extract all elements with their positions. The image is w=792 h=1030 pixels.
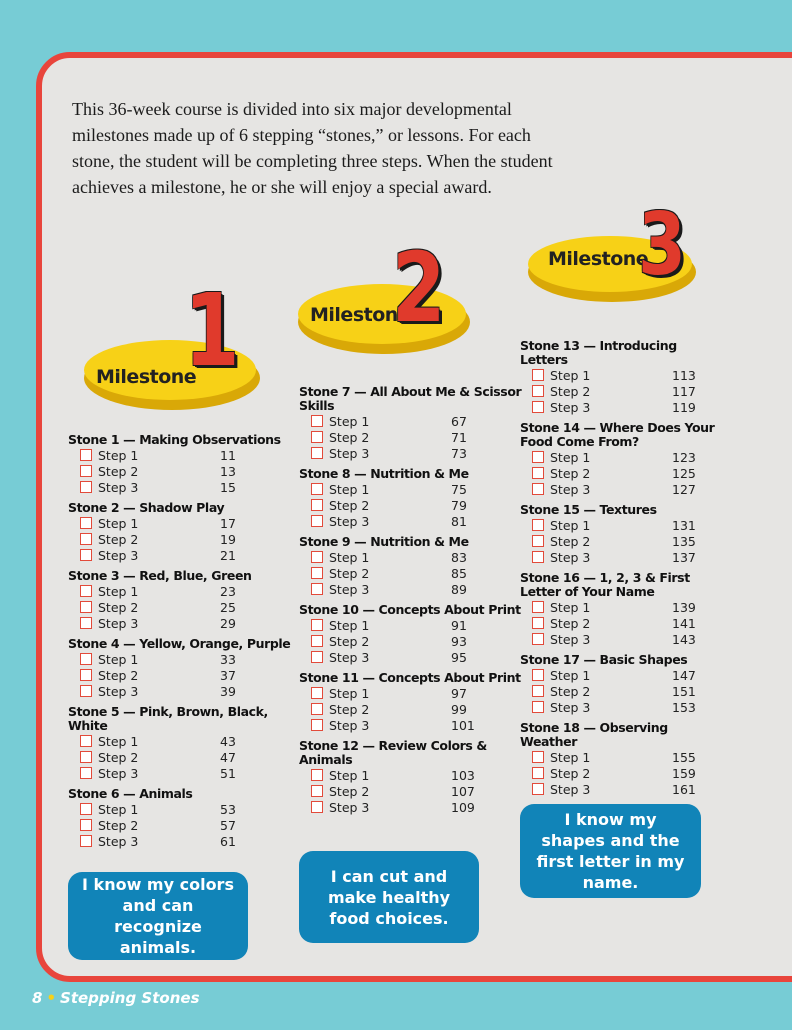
milestone-1-award: I know my colors and can recognize animals. <box>68 872 248 960</box>
checkbox[interactable] <box>311 583 323 595</box>
checkbox[interactable] <box>532 633 544 645</box>
step-row[interactable] <box>299 617 529 633</box>
checkbox[interactable] <box>532 385 544 397</box>
checkbox[interactable] <box>80 835 92 847</box>
step-row[interactable] <box>68 547 298 563</box>
checkbox[interactable] <box>311 567 323 579</box>
step-row[interactable] <box>68 615 298 631</box>
page-number: 83 <box>451 549 467 565</box>
step-row[interactable] <box>68 515 298 531</box>
step-label: Step 2 <box>98 817 139 833</box>
page-number: 161 <box>672 781 696 797</box>
milestone-2-award: I can cut and make healthy food choices. <box>299 851 479 943</box>
page-number: 117 <box>672 383 696 399</box>
stone-3 <box>68 569 298 631</box>
page-number: 39 <box>220 683 236 699</box>
checkbox[interactable] <box>311 785 323 797</box>
step-label: Step 3 <box>550 549 591 565</box>
checkbox[interactable] <box>532 751 544 763</box>
step-label: Step 2 <box>550 615 591 631</box>
step-label: Step 2 <box>98 749 139 765</box>
step-row[interactable] <box>68 479 298 495</box>
step-label: Step 3 <box>550 699 591 715</box>
stone-title: Stone 16 — 1, 2, 3 & First Letter of Your Name <box>520 570 690 599</box>
page-number: 29 <box>220 615 236 631</box>
stone-title: Stone 15 — Textures <box>520 502 657 517</box>
page-number: 67 <box>451 413 467 429</box>
stone-16 <box>520 571 750 647</box>
step-row[interactable] <box>68 531 298 547</box>
page-number: 85 <box>451 565 467 581</box>
step-row[interactable] <box>520 399 750 415</box>
step-row[interactable] <box>299 685 529 701</box>
step-label: Step 1 <box>550 599 591 615</box>
stone-title: Stone 2 — Shadow Play <box>68 500 225 515</box>
stone-1 <box>68 433 298 495</box>
step-row[interactable] <box>299 481 529 497</box>
stone-12 <box>299 739 529 815</box>
page-number: 91 <box>451 617 467 633</box>
milestone-1-number: 1 <box>184 272 240 389</box>
page-number: 11 <box>220 447 236 463</box>
page-number: 141 <box>672 615 696 631</box>
step-label: Step 3 <box>329 799 370 815</box>
step-row[interactable] <box>520 465 750 481</box>
page-number: 103 <box>451 767 475 783</box>
step-label: Step 3 <box>550 481 591 497</box>
page-number: 47 <box>220 749 236 765</box>
page-number: 131 <box>672 517 696 533</box>
stone-15 <box>520 503 750 565</box>
milestone-1-label: Milestone <box>96 366 197 388</box>
step-label: Step 2 <box>329 497 370 513</box>
checkbox[interactable] <box>311 769 323 781</box>
checkbox[interactable] <box>311 801 323 813</box>
page-number: 71 <box>451 429 467 445</box>
stone-title: Stone 12 — Review Colors & Animals <box>299 738 487 767</box>
step-row[interactable] <box>68 765 298 781</box>
milestone-2-label: Milestone <box>310 304 411 326</box>
step-row[interactable] <box>68 463 298 479</box>
step-label: Step 1 <box>550 367 591 383</box>
page-number: 73 <box>451 445 467 461</box>
stone-title: Stone 10 — Concepts About Print <box>299 602 521 617</box>
step-label: Step 1 <box>98 733 139 749</box>
step-row[interactable] <box>520 449 750 465</box>
checkbox[interactable] <box>532 669 544 681</box>
page-number: 137 <box>672 549 696 565</box>
step-row[interactable] <box>68 651 298 667</box>
step-row[interactable] <box>68 683 298 699</box>
checkbox[interactable] <box>311 415 323 427</box>
footer-separator: • <box>46 989 57 1007</box>
step-label: Step 2 <box>550 465 591 481</box>
step-label: Step 3 <box>550 631 591 647</box>
step-label: Step 1 <box>329 685 370 701</box>
step-label: Step 1 <box>329 549 370 565</box>
milestone-3-award: I know my shapes and the first letter in my name. <box>520 804 701 898</box>
checkbox[interactable] <box>311 483 323 495</box>
page-number: 101 <box>451 717 475 733</box>
page-number: 17 <box>220 515 236 531</box>
stone-title: Stone 8 — Nutrition & Me <box>299 466 469 481</box>
page-number: 109 <box>451 799 475 815</box>
stone-18 <box>520 721 750 797</box>
step-label: Step 3 <box>98 615 139 631</box>
page-number: 89 <box>451 581 467 597</box>
step-row[interactable] <box>299 497 529 513</box>
step-row[interactable] <box>299 513 529 529</box>
checkbox[interactable] <box>80 601 92 613</box>
page-number: 99 <box>451 701 467 717</box>
step-row[interactable] <box>299 767 529 783</box>
page-number: 43 <box>220 733 236 749</box>
stone-7 <box>299 385 529 461</box>
page-number: 97 <box>451 685 467 701</box>
step-row[interactable] <box>520 383 750 399</box>
step-row[interactable] <box>520 667 750 683</box>
step-label: Step 3 <box>98 833 139 849</box>
stone-title: Stone 7 — All About Me & Scissor Skills <box>299 384 522 413</box>
stone-title: Stone 11 — Concepts About Print <box>299 670 521 685</box>
stone-title: Stone 5 — Pink, Brown, Black, White <box>68 704 268 733</box>
step-row[interactable] <box>68 447 298 463</box>
checkbox[interactable] <box>80 685 92 697</box>
step-row[interactable] <box>520 749 750 765</box>
page-number: 135 <box>672 533 696 549</box>
step-row[interactable] <box>520 533 750 549</box>
step-label: Step 1 <box>550 449 591 465</box>
stone-10 <box>299 603 529 665</box>
checkbox[interactable] <box>532 601 544 613</box>
stone-title: Stone 18 — Observing Weather <box>520 720 668 749</box>
checkbox[interactable] <box>311 703 323 715</box>
step-row[interactable] <box>68 667 298 683</box>
step-label: Step 3 <box>98 683 139 699</box>
step-label: Step 3 <box>329 649 370 665</box>
step-label: Step 1 <box>98 583 139 599</box>
checkbox[interactable] <box>532 535 544 547</box>
checkbox[interactable] <box>532 483 544 495</box>
step-row[interactable] <box>299 633 529 649</box>
step-row[interactable] <box>299 445 529 461</box>
milestone-2-column <box>299 385 529 821</box>
checkbox[interactable] <box>80 735 92 747</box>
page-number: 123 <box>672 449 696 465</box>
step-label: Step 2 <box>98 463 139 479</box>
stone-title: Stone 1 — Making Observations <box>68 432 281 447</box>
milestone-1-column <box>68 433 298 855</box>
stone-14 <box>520 421 750 497</box>
checkbox[interactable] <box>311 499 323 511</box>
stone-title: Stone 4 — Yellow, Orange, Purple <box>68 636 291 651</box>
checkbox[interactable] <box>80 767 92 779</box>
stone-9 <box>299 535 529 597</box>
checkbox[interactable] <box>532 701 544 713</box>
page-number: 75 <box>451 481 467 497</box>
checkbox[interactable] <box>80 669 92 681</box>
checkbox[interactable] <box>80 517 92 529</box>
milestone-3-number: 3 <box>638 195 686 295</box>
step-row[interactable] <box>299 565 529 581</box>
milestone-2-number: 2 <box>392 232 446 344</box>
step-row[interactable] <box>520 631 750 647</box>
page-number: 127 <box>672 481 696 497</box>
stone-2 <box>68 501 298 563</box>
checkbox[interactable] <box>311 515 323 527</box>
step-label: Step 1 <box>98 801 139 817</box>
step-label: Step 2 <box>329 429 370 445</box>
step-label: Step 3 <box>98 547 139 563</box>
checkbox[interactable] <box>532 467 544 479</box>
stone-title: Stone 3 — Red, Blue, Green <box>68 568 252 583</box>
step-label: Step 3 <box>550 399 591 415</box>
stone-title: Stone 17 — Basic Shapes <box>520 652 688 667</box>
milestone-3-column <box>520 339 750 803</box>
step-label: Step 3 <box>329 445 370 461</box>
stone-5 <box>68 705 298 781</box>
checkbox[interactable] <box>311 687 323 699</box>
step-label: Step 1 <box>98 515 139 531</box>
step-row[interactable] <box>68 599 298 615</box>
step-row[interactable] <box>520 699 750 715</box>
step-label: Step 1 <box>550 517 591 533</box>
step-label: Step 2 <box>550 765 591 781</box>
stone-title: Stone 6 — Animals <box>68 786 193 801</box>
page-number: 155 <box>672 749 696 765</box>
step-label: Step 3 <box>329 513 370 529</box>
page-number: 139 <box>672 599 696 615</box>
step-row[interactable] <box>68 583 298 599</box>
page-number: 93 <box>451 633 467 649</box>
checkbox[interactable] <box>311 719 323 731</box>
checkbox[interactable] <box>532 685 544 697</box>
page-number: 23 <box>220 583 236 599</box>
checkbox[interactable] <box>532 767 544 779</box>
checkbox[interactable] <box>80 549 92 561</box>
step-label: Step 2 <box>550 683 591 699</box>
step-label: Step 2 <box>98 599 139 615</box>
milestone-2-badge <box>292 232 482 382</box>
step-row[interactable] <box>520 367 750 383</box>
step-label: Step 3 <box>98 765 139 781</box>
milestone-3-badge <box>522 195 712 342</box>
page-number: 51 <box>220 765 236 781</box>
step-label: Step 2 <box>550 383 591 399</box>
page-number: 15 <box>220 479 236 495</box>
page-number: 53 <box>220 801 236 817</box>
step-row[interactable] <box>299 649 529 665</box>
step-label: Step 2 <box>329 565 370 581</box>
checkbox[interactable] <box>80 481 92 493</box>
page-number: 21 <box>220 547 236 563</box>
step-row[interactable] <box>299 429 529 445</box>
checkbox[interactable] <box>532 617 544 629</box>
checkbox[interactable] <box>80 617 92 629</box>
step-row[interactable] <box>520 781 750 797</box>
page-number: 13 <box>220 463 236 479</box>
checkbox[interactable] <box>80 585 92 597</box>
step-row[interactable] <box>299 701 529 717</box>
page-number: 113 <box>672 367 696 383</box>
stone-6 <box>68 787 298 849</box>
step-row[interactable] <box>299 783 529 799</box>
step-row[interactable] <box>520 615 750 631</box>
stone-title: Stone 13 — Introducing Letters <box>520 338 677 367</box>
checkbox[interactable] <box>80 533 92 545</box>
step-row[interactable] <box>299 581 529 597</box>
page-number: 61 <box>220 833 236 849</box>
page-number: 33 <box>220 651 236 667</box>
step-label: Step 2 <box>98 667 139 683</box>
step-row[interactable] <box>68 817 298 833</box>
checkbox[interactable] <box>80 449 92 461</box>
checkbox[interactable] <box>532 369 544 381</box>
checkbox[interactable] <box>311 551 323 563</box>
step-label: Step 1 <box>98 447 139 463</box>
step-label: Step 1 <box>98 651 139 667</box>
page-number: 151 <box>672 683 696 699</box>
checkbox[interactable] <box>532 401 544 413</box>
step-label: Step 2 <box>329 633 370 649</box>
milestone-1-badge <box>76 272 266 428</box>
step-row[interactable] <box>299 549 529 565</box>
checkbox[interactable] <box>80 751 92 763</box>
page-number: 37 <box>220 667 236 683</box>
checkbox[interactable] <box>80 465 92 477</box>
checkbox[interactable] <box>311 619 323 631</box>
page-number: 125 <box>672 465 696 481</box>
step-row[interactable] <box>520 599 750 615</box>
page-number: 57 <box>220 817 236 833</box>
page-number: 19 <box>220 531 236 547</box>
page-number: 119 <box>672 399 696 415</box>
step-row[interactable] <box>520 549 750 565</box>
step-label: Step 3 <box>329 717 370 733</box>
checkbox[interactable] <box>532 783 544 795</box>
checkbox[interactable] <box>532 551 544 563</box>
step-row[interactable] <box>299 717 529 733</box>
page-number: 143 <box>672 631 696 647</box>
step-row[interactable] <box>520 481 750 497</box>
stone-8 <box>299 467 529 529</box>
page-number: 79 <box>451 497 467 513</box>
stone-11 <box>299 671 529 733</box>
step-label: Step 2 <box>329 783 370 799</box>
stone-title: Stone 9 — Nutrition & Me <box>299 534 469 549</box>
step-label: Step 1 <box>329 413 370 429</box>
step-row[interactable] <box>68 833 298 849</box>
step-row[interactable] <box>68 749 298 765</box>
step-label: Step 2 <box>550 533 591 549</box>
stone-title: Stone 14 — Where Does Your Food Come From? <box>520 420 715 449</box>
checkbox[interactable] <box>80 819 92 831</box>
intro-paragraph: This 36-week course is divided into six major developmental milestones made up of 6 stepping “stones,” or lessons. For each stone, the student will be completing three steps. When the student achieves a milestone, he or she will enjoy a special award. <box>72 99 553 197</box>
step-label: Step 3 <box>329 581 370 597</box>
step-row[interactable] <box>299 799 529 815</box>
footer-title: Stepping Stones <box>60 989 200 1007</box>
step-label: Step 3 <box>550 781 591 797</box>
page-number: 159 <box>672 765 696 781</box>
step-row[interactable] <box>520 765 750 781</box>
step-row[interactable] <box>68 733 298 749</box>
page-number: 107 <box>451 783 475 799</box>
step-label: Step 2 <box>98 531 139 547</box>
page-number: 25 <box>220 599 236 615</box>
stone-4 <box>68 637 298 699</box>
checkbox[interactable] <box>532 519 544 531</box>
checkbox[interactable] <box>80 653 92 665</box>
step-label: Step 1 <box>329 767 370 783</box>
page-number: 153 <box>672 699 696 715</box>
stone-13 <box>520 339 750 415</box>
step-label: Step 2 <box>329 701 370 717</box>
stone-17 <box>520 653 750 715</box>
step-row[interactable] <box>520 517 750 533</box>
milestone-3-label: Milestone <box>548 248 649 270</box>
step-label: Step 1 <box>329 617 370 633</box>
checkbox[interactable] <box>532 451 544 463</box>
step-label: Step 1 <box>550 749 591 765</box>
page-number: 81 <box>451 513 467 529</box>
page-number: 147 <box>672 667 696 683</box>
page-footer <box>32 989 200 1007</box>
step-label: Step 1 <box>329 481 370 497</box>
checkbox[interactable] <box>311 431 323 443</box>
checkbox[interactable] <box>311 635 323 647</box>
checkbox[interactable] <box>311 447 323 459</box>
step-row[interactable] <box>520 683 750 699</box>
step-row[interactable] <box>68 801 298 817</box>
checkbox[interactable] <box>80 803 92 815</box>
checkbox[interactable] <box>311 651 323 663</box>
footer-page-number: 8 <box>32 989 43 1007</box>
page-number: 95 <box>451 649 467 665</box>
step-label: Step 1 <box>550 667 591 683</box>
step-row[interactable] <box>299 413 529 429</box>
step-label: Step 3 <box>98 479 139 495</box>
